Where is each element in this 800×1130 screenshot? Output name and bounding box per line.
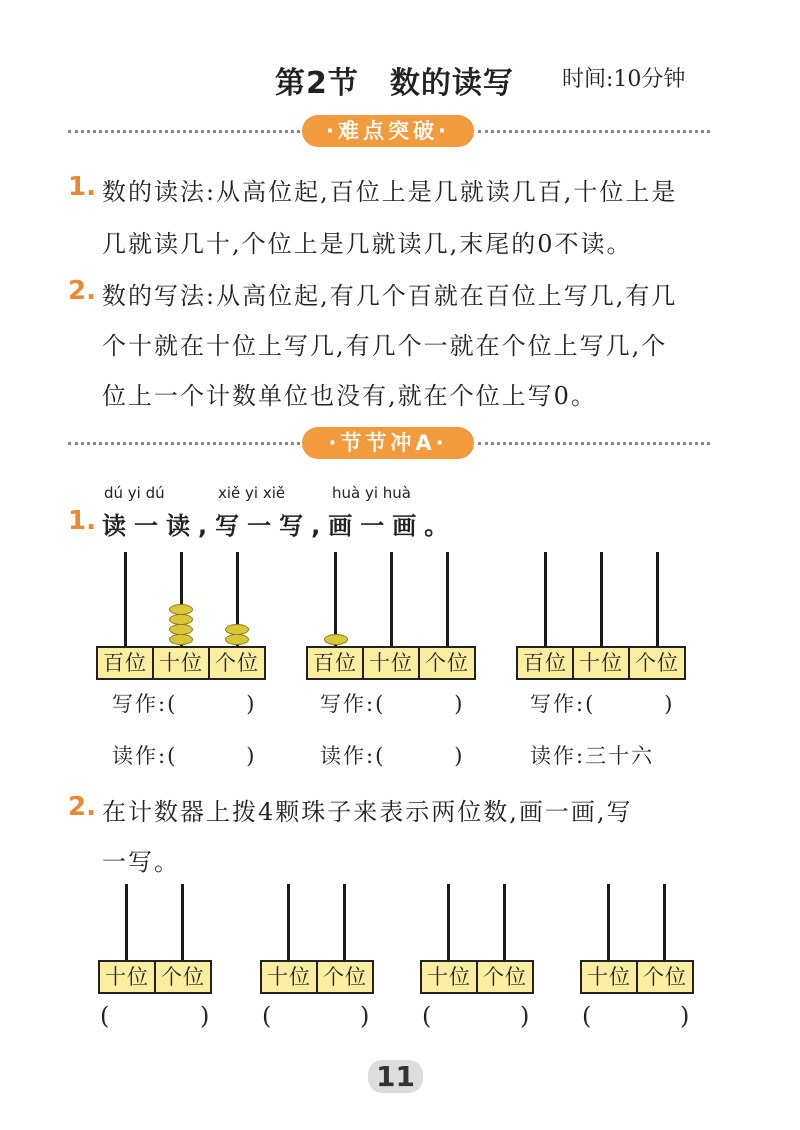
rod: [446, 552, 449, 650]
label-hundreds: 百位: [98, 648, 154, 678]
label-ones: 个位: [215, 651, 259, 675]
section-label-difficulty: ·难点突破·: [302, 115, 474, 147]
rod: [390, 552, 393, 650]
place-value-labels: [306, 646, 476, 680]
place-value-labels: [98, 960, 212, 994]
question-number: 1.: [68, 506, 96, 536]
place-value-labels: [420, 960, 534, 994]
write-as-blank[interactable]: 写作:( ): [530, 692, 675, 716]
label-hundreds: 百位: [518, 648, 574, 678]
pinyin: xiě yi xiě: [218, 484, 286, 502]
time-limit: 时间:10分钟: [562, 67, 686, 92]
bead: [225, 634, 249, 645]
rod: [607, 884, 610, 962]
bead: [169, 634, 193, 645]
point-text-line: 几就读几十,个位上是几就读几,末尾的0不读。: [102, 230, 633, 258]
rod: [544, 552, 547, 650]
dotted-divider-right: [478, 130, 710, 133]
label-tens: 十位: [422, 962, 478, 992]
place-value-labels: [516, 646, 686, 680]
label-hundreds: 百位: [308, 648, 364, 678]
point-text-line: 个十就在十位上写几,有几个一就在个位上写几,个: [102, 332, 668, 360]
place-value-labels: [96, 646, 266, 680]
rod: [447, 884, 450, 962]
label-ones: 个位: [425, 651, 469, 675]
section-label-practice: ·节节冲A·: [302, 427, 474, 459]
write-as-blank[interactable]: 写作:( ): [112, 692, 257, 716]
answer-blank-close: ): [200, 1002, 210, 1030]
pinyin: huà yi huà: [332, 484, 411, 502]
label-tens: 十位: [364, 648, 420, 678]
place-value-labels: [580, 960, 694, 994]
label-ones: 个位: [161, 965, 205, 989]
pinyin: dú yi dú: [104, 484, 165, 502]
rod: [656, 552, 659, 650]
question-text-line: 在计数器上拨4颗珠子来表示两位数,画一画,写: [102, 798, 633, 826]
answer-blank-open: (: [100, 1002, 110, 1030]
rod: [663, 884, 666, 962]
question-text: 读一读,写一写,画一画。: [102, 512, 457, 540]
bead: [225, 624, 249, 635]
label-ones: 个位: [483, 965, 527, 989]
dotted-divider-left: [68, 442, 300, 445]
dotted-divider-right: [478, 442, 710, 445]
answer-blank-close: ): [360, 1002, 370, 1030]
point-text-line: 数的读法:从高位起,百位上是几就读几百,十位上是: [102, 178, 678, 206]
answer-blank-open: (: [582, 1002, 592, 1030]
label-ones: 个位: [643, 965, 687, 989]
bead: [169, 614, 193, 625]
rod: [503, 884, 506, 962]
point-text-line: 位上一个计数单位也没有,就在个位上写0。: [102, 382, 597, 410]
label-ones: 个位: [323, 965, 367, 989]
rod: [181, 884, 184, 962]
label-ones: 个位: [635, 651, 679, 675]
read-as-text: 读作:三十六: [530, 744, 655, 768]
question-number: 2.: [68, 792, 96, 822]
answer-blank-close: ): [680, 1002, 690, 1030]
bead: [169, 604, 193, 615]
answer-blank-close: ): [520, 1002, 530, 1030]
label-tens: 十位: [574, 648, 630, 678]
rod: [125, 884, 128, 962]
dotted-divider-left: [68, 130, 300, 133]
answer-blank-open: (: [262, 1002, 272, 1030]
read-as-blank[interactable]: 读作:( ): [112, 744, 257, 768]
answer-blank-open: (: [422, 1002, 432, 1030]
label-tens: 十位: [154, 648, 210, 678]
rod: [124, 552, 127, 650]
rod: [343, 884, 346, 962]
point-text-line: 数的写法:从高位起,有几个百就在百位上写几,有几: [102, 282, 678, 310]
rod: [600, 552, 603, 650]
label-tens: 十位: [582, 962, 638, 992]
rod: [287, 884, 290, 962]
label-tens: 十位: [100, 962, 156, 992]
bead: [169, 624, 193, 635]
page-title: 第2节 数的读写: [275, 66, 514, 101]
page-number: 11: [368, 1060, 423, 1093]
read-as-blank[interactable]: 读作:( ): [320, 744, 465, 768]
bead: [324, 634, 348, 645]
point-number: 2.: [68, 276, 96, 306]
place-value-labels: [260, 960, 374, 994]
point-number: 1.: [68, 172, 96, 202]
question-text-line: 一写。: [102, 848, 180, 876]
label-tens: 十位: [262, 962, 318, 992]
write-as-blank[interactable]: 写作:( ): [320, 692, 465, 716]
